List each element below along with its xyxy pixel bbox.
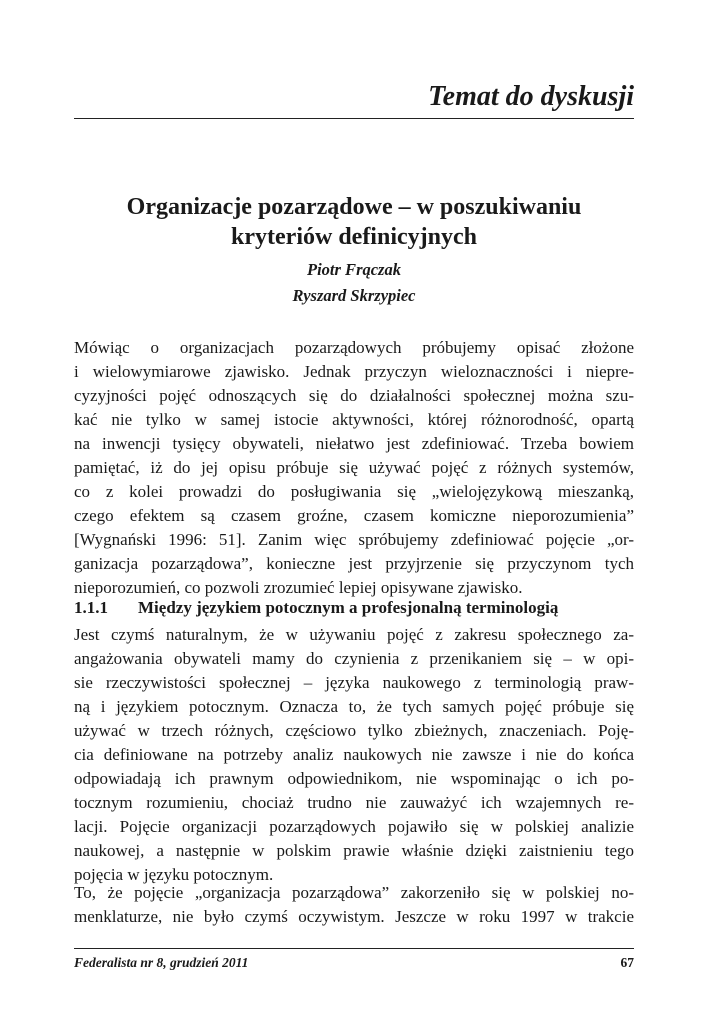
text-line: Jest czymś naturalnym, że w używaniu pojęć z zakresu społecznego za- — [74, 625, 634, 644]
authors — [74, 257, 634, 309]
article-title-line: kryteriów definicyjnych — [231, 224, 477, 250]
author-name: Ryszard Skrzypiec — [292, 286, 416, 305]
paragraph-section-2 — [74, 881, 634, 929]
text-line: cyzyjności pojęć odnoszących się do działalności społecznej można szu- — [74, 386, 634, 405]
text-line: angażowania obywateli mamy do czynienia z przenikaniem się – w opi- — [74, 649, 634, 668]
running-header — [74, 78, 634, 119]
text-line: kać nie tylko w samej istocie aktywności, której różnorodność, opartą — [74, 410, 634, 429]
text-line: lacji. Pojęcie organizacji pozarządowych pojawiło się w polskiej analizie — [74, 817, 634, 836]
text-line: Mówiąc o organizacjach pozarządowych próbujemy opisać złożone — [74, 338, 634, 357]
text-line: odpowiadają ich prawnym odpowiednikom, nie wspominając o ich po- — [74, 769, 634, 788]
text-line: naukowej, a następnie w polskim prawie właśnie dzięki zaistnieniu tego — [74, 841, 634, 860]
text-line: ną i językiem potocznym. Oznacza to, że tych samych pojęć próbuje się — [74, 697, 634, 716]
text-line: używać w trzech różnych, częściowo tylko zbieżnych, znaczeniach. Poję- — [74, 721, 634, 740]
text-line: nieporozumień, co pozwoli zrozumieć lepiej opisywane zjawisko. — [74, 578, 523, 597]
author-name: Piotr Frączak — [307, 260, 401, 279]
running-footer — [74, 948, 634, 973]
journal-citation: Federalista nr 8, grudzień 2011 — [74, 955, 249, 970]
subsection-number: 1.1.1 — [74, 598, 108, 617]
text-line: i wielowymiarowe zjawisko. Jednak przyczyn wieloznaczności i niepre- — [74, 362, 634, 381]
article-title — [74, 192, 634, 252]
text-line: pojęcia w języku potocznym. — [74, 865, 274, 884]
subsection-title: Między językiem potocznym a profesjonalną terminologią — [138, 598, 559, 617]
paragraph-section-1 — [74, 623, 634, 887]
text-line: tocznym rozumieniu, chociaż trudno nie zauważyć ich wzajemnych re- — [74, 793, 634, 812]
text-line: [Wygnański 1996: 51]. Zanim więc spróbujemy zdefiniować pojęcie „or- — [74, 530, 634, 549]
page-number: 67 — [620, 955, 634, 970]
text-line: To, że pojęcie „organizacja pozarządowa” zakorzeniło się w polskiej no- — [74, 883, 634, 902]
text-line: pamiętać, iż do jej opisu próbuje się używać pojęć z różnych systemów, — [74, 458, 634, 477]
text-line: menklaturze, nie było czymś oczywistym. Jeszcze w roku 1997 w trakcie — [74, 907, 634, 926]
text-line: czego efektem są czasem groźne, czasem komiczne nieporozumienia” — [74, 506, 634, 525]
text-line: na inwencji tysięcy obywateli, niełatwo jest zdefiniować. Trzeba bowiem — [74, 434, 634, 453]
subsection-heading — [74, 596, 634, 620]
text-line: ganizacja pozarządowa”, konieczne jest przyjrzenie się przyczynom tych — [74, 554, 634, 573]
section-title: Temat do dyskusji — [428, 81, 634, 112]
article-title-line: Organizacje pozarządowe – w poszukiwaniu — [126, 194, 582, 220]
paragraph-intro — [74, 336, 634, 600]
text-line: co z kolei prowadzi do posługiwania się „wielojęzykową mieszanką, — [74, 482, 634, 501]
text-line: sie rzeczywistości społecznej – języka naukowego z terminologią praw- — [74, 673, 634, 692]
text-line: cia definiowane na potrzeby analiz naukowych nie zawsze i nie do końca — [74, 745, 634, 764]
